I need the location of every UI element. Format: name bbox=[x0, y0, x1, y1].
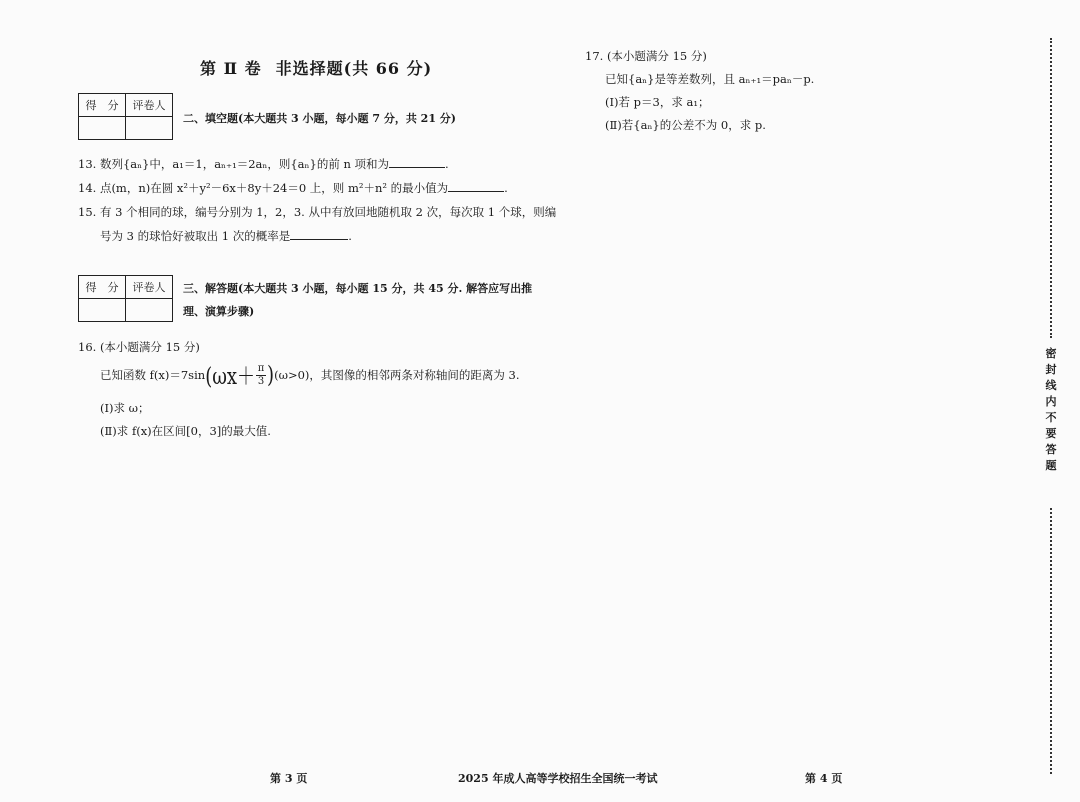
q17-part2: (Ⅱ)若{aₙ}的公差不为 0，求 p. bbox=[605, 118, 766, 132]
seal-dotted-line-bottom bbox=[1050, 508, 1052, 774]
q15-answer-blank[interactable] bbox=[290, 228, 348, 240]
q17-stem: 已知{aₙ}是等差数列，且 aₙ₊₁＝paₙ－p. bbox=[605, 72, 815, 86]
grader-label: 评卷人 bbox=[126, 276, 173, 299]
q14-text: 14. 点(m，n)在圆 x²＋y²－6x＋8y＋24＝0 上，则 m²＋n² 的最小值为 bbox=[78, 181, 449, 195]
grader-cell[interactable] bbox=[126, 299, 173, 322]
q16-part1: (Ⅰ)求 ω； bbox=[100, 401, 150, 415]
part-title bbox=[200, 56, 432, 79]
part-label: 第 Ⅱ 卷 bbox=[200, 59, 262, 78]
q16-stem bbox=[100, 361, 520, 391]
q16-fraction bbox=[256, 363, 266, 388]
q14-answer-blank[interactable] bbox=[448, 180, 504, 192]
q15-end: . bbox=[348, 229, 352, 243]
q13-answer-blank[interactable] bbox=[389, 156, 445, 168]
q14-end: . bbox=[504, 181, 508, 195]
score-label: 得 分 bbox=[79, 94, 126, 117]
question-13 bbox=[78, 156, 449, 172]
score-box-section3 bbox=[78, 275, 173, 322]
section2-heading: 二、填空题(本大题共 3 小题，每小题 7 分，共 21 分) bbox=[183, 112, 457, 125]
section3-heading-line2: 理、演算步骤) bbox=[183, 305, 255, 318]
footer-exam-title: 2025 年成人高等学校招生全国统一考试 bbox=[458, 772, 658, 785]
score-cell[interactable] bbox=[79, 117, 126, 140]
seal-line bbox=[1040, 38, 1062, 774]
q16-stem-prefix: 已知函数 f(x)＝7sin bbox=[100, 368, 206, 382]
question-15-line2 bbox=[100, 228, 352, 244]
q13-end: . bbox=[445, 157, 449, 171]
q16-paren-close: ) bbox=[267, 361, 275, 389]
q16-stem-suffix: (ω>0)，其图像的相邻两条对称轴间的距离为 3. bbox=[274, 368, 520, 382]
q16-paren-open: (ωx＋ bbox=[205, 363, 256, 391]
seal-line-notice: 密封线内不要答题 bbox=[1045, 347, 1057, 472]
q16-part2: (Ⅱ)求 f(x)在区间[0，3]的最大值. bbox=[100, 424, 271, 438]
grader-label: 评卷人 bbox=[126, 94, 173, 117]
q17-part1: (Ⅰ)若 p＝3，求 a₁； bbox=[605, 95, 710, 109]
q15-line1: 15. 有 3 个相同的球，编号分别为 1，2，3. 从中有放回地随机取 2 次，每次取 1 个球，则编 bbox=[78, 205, 557, 219]
seal-dotted-line-top bbox=[1050, 38, 1052, 338]
section3-heading-line1: 三、解答题(本大题共 3 小题，每小题 15 分，共 45 分. 解答应写出推 bbox=[183, 282, 533, 295]
fraction-numerator: π bbox=[257, 362, 265, 374]
footer-right-page-number: 第 4 页 bbox=[805, 772, 843, 785]
q16-header: 16. (本小题满分 15 分) bbox=[78, 340, 200, 354]
footer-left-page-number: 第 3 页 bbox=[270, 772, 308, 785]
q15-line2: 号为 3 的球恰好被取出 1 次的概率是 bbox=[100, 229, 291, 243]
score-cell[interactable] bbox=[79, 299, 126, 322]
q17-header: 17. (本小题满分 15 分) bbox=[585, 49, 707, 63]
score-label: 得 分 bbox=[79, 276, 126, 299]
grader-cell[interactable] bbox=[126, 117, 173, 140]
part-name: 非选择题(共 66 分) bbox=[275, 59, 433, 78]
score-box-section2 bbox=[78, 93, 173, 140]
fraction-denominator: 3 bbox=[257, 375, 265, 387]
q13-text: 13. 数列{aₙ}中，a₁＝1，aₙ₊₁＝2aₙ，则{aₙ}的前 n 项和为 bbox=[78, 157, 390, 171]
question-14 bbox=[78, 180, 508, 196]
